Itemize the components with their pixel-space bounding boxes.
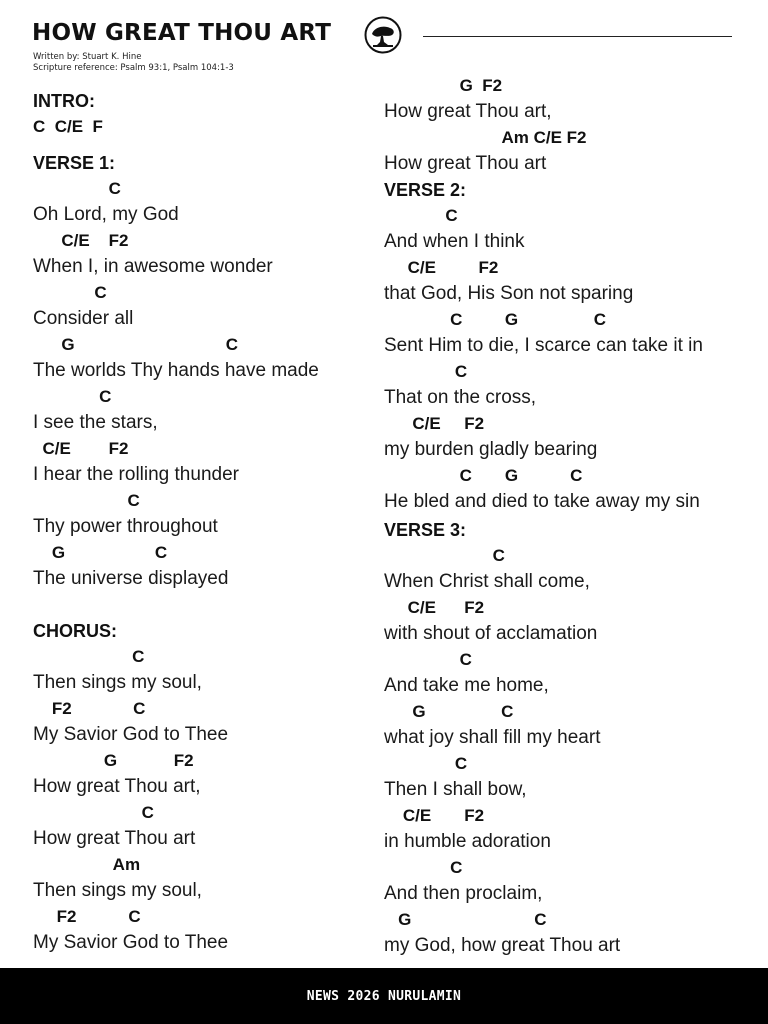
lyric-line: And take me home, bbox=[384, 675, 549, 696]
chord-line: C bbox=[33, 803, 154, 822]
song-title: HOW GREAT THOU ART bbox=[32, 20, 332, 46]
lyric-line: That on the cross, bbox=[384, 387, 537, 408]
lyric-line: The universe displayed bbox=[33, 568, 229, 589]
lyric-line: I see the stars, bbox=[33, 412, 158, 433]
lyric-line: my God, how great Thou art bbox=[384, 935, 621, 956]
chord-line: C bbox=[384, 546, 505, 565]
chord-line: G C bbox=[33, 335, 238, 354]
lyric-line: When Christ shall come, bbox=[384, 571, 590, 592]
song-credits bbox=[33, 52, 234, 74]
verse2-heading: VERSE 2: bbox=[384, 180, 467, 200]
chord-line: Am C/E F2 bbox=[384, 128, 587, 147]
header-rule bbox=[423, 36, 732, 37]
lyric-line: How great Thou art bbox=[33, 828, 196, 849]
chord-line: F2 C bbox=[33, 699, 146, 718]
chorus-lines bbox=[33, 644, 363, 956]
verse3-lines bbox=[384, 543, 734, 959]
written-by: Written by: Stuart K. Hine bbox=[33, 52, 142, 62]
lyric-line: Then sings my soul, bbox=[33, 672, 202, 693]
lyric-line: with shout of acclamation bbox=[384, 623, 598, 644]
chord-line: C/E F2 bbox=[384, 414, 485, 433]
chord-line: C/E F2 bbox=[384, 598, 485, 617]
lyric-line: The worlds Thy hands have made bbox=[33, 360, 319, 381]
chord-line: G F2 bbox=[33, 751, 194, 770]
intro-heading: INTRO: bbox=[33, 91, 95, 111]
lyric-line: And then proclaim, bbox=[384, 883, 543, 904]
footer-bar bbox=[0, 968, 768, 1024]
lyric-line: what joy shall fill my heart bbox=[384, 727, 601, 748]
chorus-continued bbox=[384, 73, 734, 177]
chord-line: G C bbox=[384, 910, 547, 929]
intro-chords: C C/E F bbox=[33, 117, 103, 136]
verse2-lines bbox=[384, 203, 734, 515]
chord-line: C G C bbox=[384, 466, 583, 485]
chord-line: F2 C bbox=[33, 907, 141, 926]
verse1-heading: VERSE 1: bbox=[33, 153, 116, 173]
lyric-line: my burden gladly bearing bbox=[384, 439, 598, 460]
chord-line: C bbox=[384, 206, 458, 225]
right-column bbox=[384, 73, 734, 959]
chord-line: C bbox=[384, 754, 468, 773]
lyric-line: Sent Him to die, I scarce can take it in bbox=[384, 335, 703, 356]
lyric-line: Thy power throughout bbox=[33, 516, 218, 537]
lyric-line: Consider all bbox=[33, 308, 134, 329]
lyric-line: My Savior God to Thee bbox=[33, 724, 229, 745]
scripture-reference: Scripture reference: Psalm 93:1, Psalm 104:1-3 bbox=[33, 63, 234, 73]
chord-line: C bbox=[384, 362, 468, 381]
chord-line: C bbox=[384, 858, 463, 877]
chord-line: C bbox=[33, 179, 121, 198]
footer-watermark: NEWS 2026 NURULAMIN bbox=[306, 988, 462, 1004]
chord-line: C/E F2 bbox=[33, 231, 129, 250]
left-column bbox=[33, 88, 363, 956]
chord-line: C bbox=[384, 650, 472, 669]
chord-line: C G C bbox=[384, 310, 606, 329]
lyric-line: And when I think bbox=[384, 231, 525, 252]
chord-line: C/E F2 bbox=[33, 439, 129, 458]
lyric-line: I hear the rolling thunder bbox=[33, 464, 239, 485]
lyric-line: How great Thou art bbox=[384, 153, 547, 174]
lyric-line: Oh Lord, my God bbox=[33, 204, 179, 225]
lyric-line: in humble adoration bbox=[384, 831, 551, 852]
chorus-heading: CHORUS: bbox=[33, 621, 117, 641]
chord-line: G C bbox=[33, 543, 168, 562]
lyric-line: Then sings my soul, bbox=[33, 880, 202, 901]
chord-line: C bbox=[33, 491, 140, 510]
chord-line: G F2 bbox=[384, 76, 503, 95]
lyric-line: My Savior God to Thee bbox=[33, 932, 229, 953]
lyric-line: Then I shall bow, bbox=[384, 779, 527, 800]
chord-line: Am bbox=[33, 855, 141, 874]
chord-line: C bbox=[33, 283, 107, 302]
chord-line: C/E F2 bbox=[384, 806, 485, 825]
lyric-line: that God, His Son not sparing bbox=[384, 283, 634, 304]
lyric-line: When I, in awesome wonder bbox=[33, 256, 273, 277]
lyric-line: How great Thou art, bbox=[384, 101, 552, 122]
chord-line: C/E F2 bbox=[384, 258, 499, 277]
chord-line: G C bbox=[384, 702, 514, 721]
chord-line: C bbox=[33, 647, 145, 666]
tree-circle-logo-icon bbox=[364, 16, 402, 54]
verse1-lines bbox=[33, 176, 363, 592]
lyric-line: He bled and died to take away my sin bbox=[384, 491, 700, 512]
lyric-line: How great Thou art, bbox=[33, 776, 201, 797]
verse3-heading: VERSE 3: bbox=[384, 520, 467, 540]
chord-line: C bbox=[33, 387, 112, 406]
